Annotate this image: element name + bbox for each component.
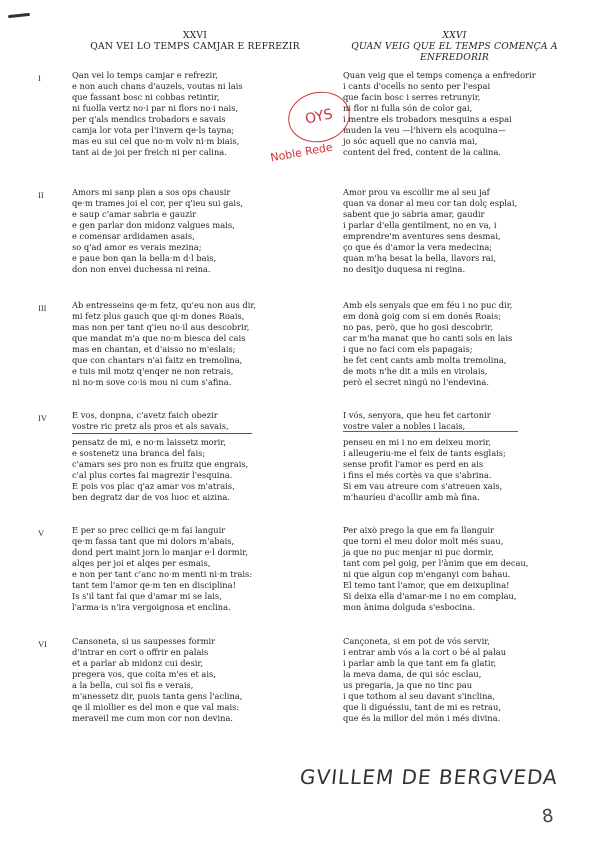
verse-line: que mandat m'a que no·m biesca del cais [72,333,246,343]
verse-line: tant tem l'amor qe·m ten en disciplina! [72,580,236,590]
verse-line: Ab entresseins qe·m fetz, qu'eu non aus dir, [72,300,257,310]
verse-line: em donà goig com si em donés Roais; [343,311,502,321]
verse-line: e gen parlar don midonz valgues mais, [72,220,235,230]
verse-line: mi fetz plus gauch que qi·m dones Roais, [72,311,245,321]
verse-line: Per això prego la que em fa llanguir [343,525,495,535]
verse-line: Si em vau atreure com s'atreuen xais, [343,481,503,491]
verse-line: jo sóc aquell que no canvia mai, [343,136,478,146]
verse-line: sabent que jo sabria amar, gaudir [343,209,485,219]
verse-line: alqes per joi et alqes per esmais, [72,558,211,568]
verse-line: El temo tant l'amor, que em deixuplina! [343,580,510,590]
red-strike-mark [343,431,518,432]
stanza-original [72,410,248,503]
stanza-translation [343,300,512,388]
verse-line: ben degratz dar de vos luoc et aizina. [72,492,230,502]
verse-line: m'hauríeu d'acollir amb mà fina. [343,492,480,502]
verse-line: e sostenetz una branca del fais; [72,448,206,458]
stanza-original [72,300,256,388]
verse-line: e tuis mil motz q'enqer ne non retrais, [72,366,234,376]
verse-line: Qan vei lo temps camjar e refrezir, [72,70,218,80]
verse-line: I vós, senyora, que heu fet cartonir [343,410,491,420]
verse-line: la meva dama, de qui sóc esclau, [343,669,482,679]
verse-line: mas non per tant q'ieu no·il aus descobrir, [72,322,250,332]
verse-line: pensatz de mi, e no·m laissetz morir, [72,437,226,447]
verse-line: us pregaria, ja que no tinc pau [343,680,473,690]
verse-line: Amors mi sanp plan a sos ops chausir [72,187,231,197]
stanza-number: II [38,190,44,200]
verse-line: vostre valer a nobles i lacais, [343,421,466,431]
verse-line: que facin bosc i serres retrunyir, [343,92,481,102]
original-title-block [70,30,320,52]
verse-line: e comensar ardidamen asais, [72,231,195,241]
verse-line: sense profit l'amor es perd en ais [343,459,484,469]
verse-line: car m'ha manat que ho canti sols en lais [343,333,513,343]
verse-line: ni flor ni fulla són de color gai, [343,103,473,113]
verse-line: content del fred, content de la calina. [343,147,502,157]
verse-line: qe il miollier es del mon e que val mais: [72,702,240,712]
circle-annotation-text: OYS [303,106,335,128]
verse-line: tant com pel goig, per l'ànim que em decau, [343,558,529,568]
verse-line: que con chantars n'ai faitz en tremolina, [72,355,243,365]
verse-line: e saup c'amar sabria e gauzir [72,209,197,219]
verse-line: ni fuolla vertz no·i par ni flors no·i nais, [72,103,239,113]
verse-line: e non auch chans d'auzels, voutas ni lais [72,81,243,91]
stanza-translation [343,187,517,275]
verse-line: i que no faci com els papagais; [343,344,473,354]
verse-line: i entrar amb vós a la cort o bé al palau [343,647,507,657]
verse-line: dond pert maint jorn lo manjar e·l dormir, [72,547,248,557]
stanza-original [72,636,242,724]
handwritten-author-signature: GVILLEM DE BERGVEDA [298,765,560,789]
verse-line: E vos, donpna, c'avetz faich obezir [72,410,218,420]
poem-number-original: XXVI [182,30,208,41]
verse-line: Quan veig que el temps comença a enfredorir [343,70,536,80]
verse-line: Is s'il tant fai que d'amar mi se lais, [72,591,222,601]
verse-line: tant ai de joi per freich ni per calina. [72,147,227,157]
verse-line: i parlar d'ella gentilment, no en va, i [343,220,497,230]
verse-line: quan m'ha besat la bella, llavors rai, [343,253,497,263]
verse-line: penseu en mi i no em deixeu morir, [343,437,492,447]
verse-line: don non envei duchessa ni reina. [72,264,211,274]
verse-line: que li diguéssiu, tant de mi es retrau, [343,702,501,712]
verse-line: que torni el meu dolor molt més suau, [343,536,504,546]
verse-line: mas eu sui cel que no·m volv ni·m biais, [72,136,240,146]
verse-line: emprendre'm aventures sens desmai, [343,231,501,241]
verse-line: meraveil me cum mon cor non devina. [72,713,234,723]
verse-line: c'al plus cortes fai magrezir l'esquina. [72,470,233,480]
verse-line: no pas, però, que ho gosi descobrir, [343,322,493,332]
verse-line: muden la veu —l'hivern els acoquina— [343,125,506,135]
verse-line: a la bella, cui soi fis e verais, [72,680,194,690]
verse-line: et a parlar ab midonz cui desir, [72,658,204,668]
verse-line: que fassant bosc ni cobbas retintir, [72,92,220,102]
verse-line: camja lor vota per l'invern qe·ls tayna; [72,125,235,135]
stanza-translation [343,636,506,724]
verse-line: Cansoneta, si us saupesses formir [72,636,216,646]
verse-line: Cançoneta, si em pot de vós servir, [343,636,490,646]
stanza-number: III [38,303,47,313]
verse-line: ni no·m sove co·is mou ni cum s'afina. [72,377,232,387]
verse-line: l'arma·is n'ira vergoignosa et enclina. [72,602,231,612]
verse-line: de mots n'he dit a mils en virolais, [343,366,488,376]
verse-line: ço que és d'amor la vera medecina; [343,242,493,252]
poem-number-translation: XXVI [442,30,467,41]
red-margin-note: Noble Rede [269,140,334,165]
pen-dash-mark [8,13,30,18]
stanza-translation [343,410,506,503]
verse-line: vostre ric pretz als pros et als savais, [72,421,229,431]
stanza-original [72,70,243,158]
poem-title-translation: QUAN VEIG QUE EL TEMPS COMENÇA A ENFREDORIR [351,41,558,63]
underline-mark [72,433,252,434]
page-number: 8 [540,805,555,828]
verse-line: qe·m trames joi el cor, per q'ieu sui gais, [72,198,243,208]
stanza-number: IV [38,413,47,423]
verse-line: e paue bon qan la bella·m d·l bais, [72,253,217,263]
stanza-original [72,525,252,613]
verse-line: e non per tant c'anc no·m menti ni·m trais: [72,569,253,579]
verse-line: ja que no puc menjar ni puc dormir, [343,547,494,557]
verse-line: c'amars ses pro non es fruitz que engrais, [72,459,249,469]
verse-line: per q'als mendics trobadors e savais [72,114,226,124]
verse-line: d'intrar en cort o offrir en palais [72,647,209,657]
verse-line: Si deixa ella d'amar-me i no em complau, [343,591,517,601]
verse-line: Amor prou va escollir me al seu jaf [343,187,490,197]
verse-line: quan va donar al meu cor tan dolç esplai, [343,198,518,208]
verse-line: i cants d'ocells no sento per l'espai [343,81,491,91]
verse-line: so q'ad amor es verais mezina; [72,242,202,252]
stanza-original [72,187,243,275]
poem-title-original: QAN VEI LO TEMPS CAMJAR E REFREZIR [90,41,300,52]
stanza-number: V [38,528,45,538]
translation-title-block [322,30,587,63]
verse-line: però el secret ningú no l'endevina. [343,377,489,387]
verse-line: i fins el més cortès va que s'abrina. [343,470,492,480]
verse-line: qe·m fassa tant que mi dolors m'abais, [72,536,235,546]
stanza-number: I [38,73,41,83]
verse-line: Amb els senyals que em féu i no puc dir, [343,300,513,310]
verse-line: pregera vos, que coita m'es et ais, [72,669,216,679]
verse-line: no desitjo duquesa ni regina. [343,264,466,274]
verse-line: E per so prec cellici qe·m fai languir [72,525,226,535]
stanza-number: VI [38,639,47,649]
verse-line: E pois vos plac q'az amar vos m'atrais, [72,481,235,491]
verse-line: i alleugeriu-me el feix de tants esglais; [343,448,506,458]
verse-line: que és la millor del món i més divina. [343,713,501,723]
verse-line: ni que algun cop m'enganyi com bahau. [343,569,511,579]
stanza-translation [343,525,528,613]
stanza-translation [343,70,536,158]
verse-line: m'anessetz dir, puois tanta gens l'aclina, [72,691,243,701]
verse-line: he fet cent cants amb molta tremolina, [343,355,507,365]
verse-line: mon ànima dolguda s'esbocina. [343,602,475,612]
verse-line: i mentre els trobadors mesquins a espai [343,114,512,124]
verse-line: i que tothom al seu davant s'inclina, [343,691,496,701]
verse-line: i parlar amb la que tant em fa glatir, [343,658,497,668]
verse-line: mas en chantan, et d'aisso no m'eslais; [72,344,236,354]
